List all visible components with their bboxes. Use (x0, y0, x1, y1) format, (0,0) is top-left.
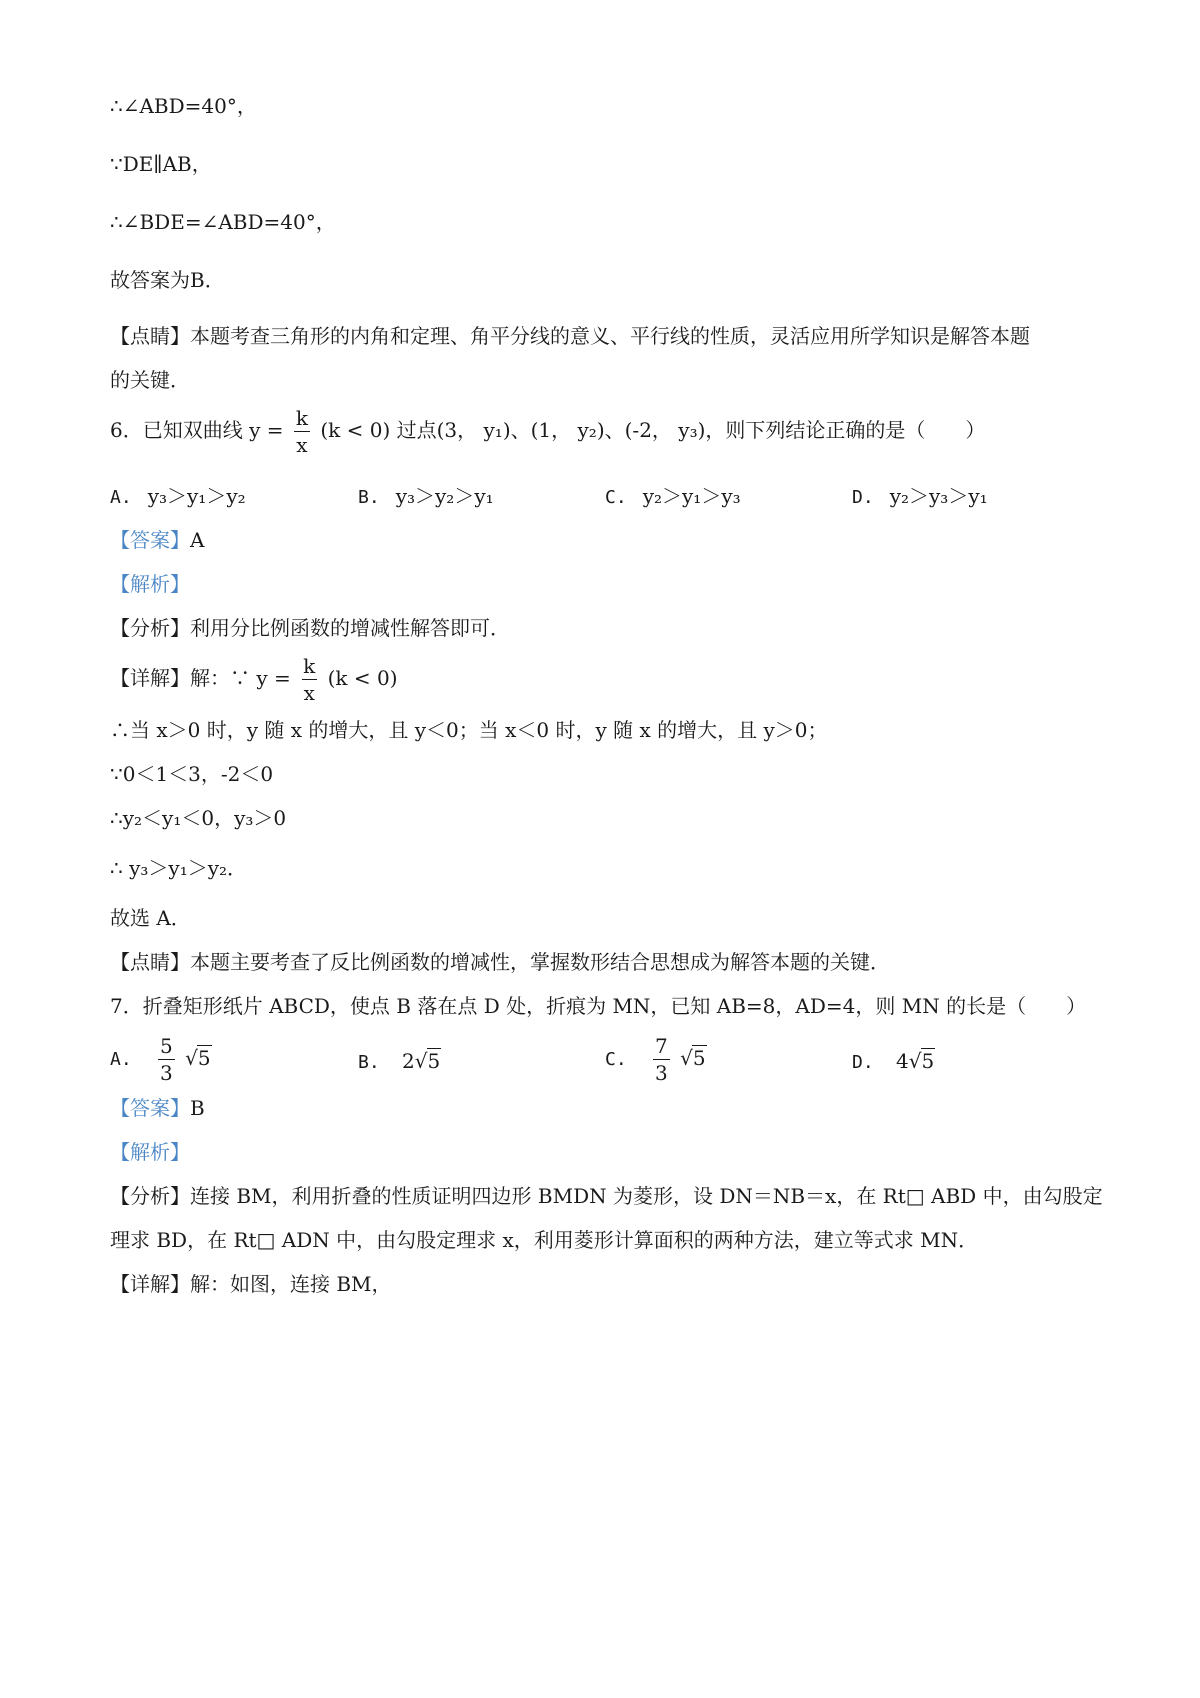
q7-analysis-label: 【解析】 (110, 1140, 190, 1164)
q7-fenxi-2: 理求 BD，在 Rt□ ADN 中，由勾股定理求 x，利用菱形计算面积的两种方法，建立等式求 MN． (110, 1228, 979, 1252)
q6-dianjing: 【点睛】本题主要考查了反比例函数的增减性，掌握数形结合思想成为解答本题的关键． (110, 950, 890, 974)
q7-option-d: D. 4√5 (852, 1049, 935, 1073)
q7-option-c: C. $\frac{7}{3}$ √5 (605, 1034, 706, 1085)
sqrt-icon: √5 (908, 1049, 935, 1073)
q7-xiangjie: 【详解】解：如图，连接 BM， (110, 1272, 392, 1296)
q6-option-a: A. y₃＞y₁＞y₂ (110, 484, 246, 508)
step-angle-abd: ∴∠ABD=40°， (110, 94, 257, 118)
q7-answer: 【答案】B (110, 1096, 205, 1120)
q7-option-b: B. 2√5 (358, 1049, 441, 1073)
comment-line-2: 的关键． (110, 368, 190, 392)
answer-label: 【答案】 (110, 528, 190, 552)
q7-fenxi-1: 【分析】连接 BM，利用折叠的性质证明四边形 BMDN 为菱形，设 DN＝NB＝x，在 Rt□ ABD 中，由勾股定 (110, 1184, 1103, 1208)
q6-step-2: ∵0＜1＜3，-2＜0 (110, 762, 274, 786)
q6-step-1: ∴当 x＞0 时，y 随 x 的增大，且 y＜0；当 x＜0 时，y 随 x 的增大，且 y＞0； (110, 718, 828, 742)
q6-analysis-label: 【解析】 (110, 572, 190, 596)
answer-label: 【答案】 (110, 1096, 190, 1120)
q6-option-c: C. y₂＞y₁＞y₃ (605, 484, 741, 508)
sqrt-icon: √5 (414, 1049, 441, 1073)
q7-option-a: A. $\frac{5}{3}$ √5 (110, 1034, 211, 1085)
q6-option-d: D. y₂＞y₃＞y₁ (852, 484, 988, 508)
q6-step-5: 故选 A． (110, 906, 191, 930)
fraction-k-over-x-2: $\frac{k}{x}$ (303, 654, 316, 705)
q6-answer: 【答案】A (110, 528, 205, 552)
question-6: 6．已知双曲线 y = $\frac{k}{x}$ (k < 0) 过点(3， y₁)、(1， y₂)、(-2， y₃)，则下列结论正确的是（ ） (110, 406, 986, 457)
comment-line-1: 【点睛】本题考查三角形的内角和定理、角平分线的意义、平行线的性质，灵活应用所学知识是解答本题 (110, 324, 1030, 348)
sqrt-icon: √5 (680, 1046, 706, 1070)
sqrt-icon: √5 (185, 1046, 211, 1070)
answer-conclusion: 故答案为B． (110, 268, 225, 292)
fraction-k-over-x: $\frac{k}{x}$ (295, 406, 308, 457)
question-7: 7．折叠矩形纸片 ABCD，使点 B 落在点 D 处，折痕为 MN，已知 AB=8，AD=4，则 MN 的长是（ ） (110, 994, 1087, 1018)
q6-step-4: ∴ y₃＞y₁＞y₂． (110, 856, 248, 880)
step-angle-bde: ∴∠BDE=∠ABD=40°， (110, 210, 336, 234)
q6-fenxi: 【分析】利用分比例函数的增减性解答即可． (110, 616, 510, 640)
step-parallel: ∵DE∥AB， (110, 152, 212, 176)
q6-option-b: B. y₃＞y₂＞y₁ (358, 484, 494, 508)
q6-xiangjie: 【详解】解：∵ y = $\frac{k}{x}$ (k < 0) (110, 654, 398, 705)
q6-step-3: ∴y₂＜y₁＜0，y₃＞0 (110, 806, 287, 830)
